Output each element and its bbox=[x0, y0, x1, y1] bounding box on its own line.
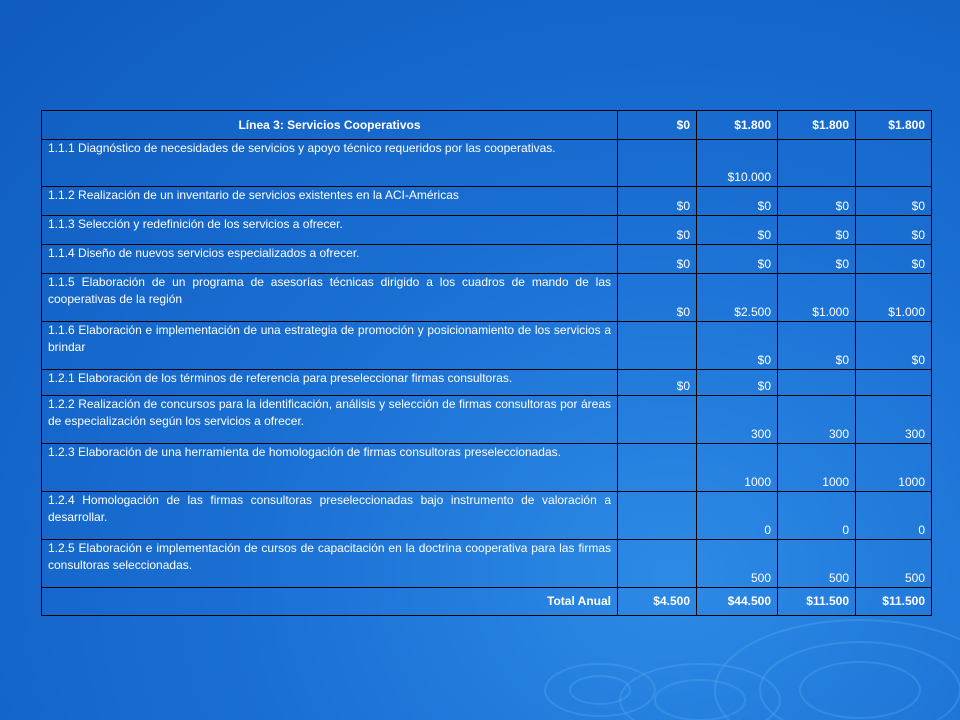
activity-description: 1.2.5 Elaboración e implementación de cursos de capacitación en la doctrina cooperativa para las firmas consultoras seleccionadas. bbox=[42, 540, 618, 588]
table-header-row bbox=[42, 111, 932, 140]
activity-value: 1000 bbox=[856, 444, 932, 492]
activity-value: $10.000 bbox=[697, 140, 778, 187]
activity-value: 500 bbox=[697, 540, 778, 588]
activity-value bbox=[618, 492, 697, 540]
activity-value: $0 bbox=[618, 274, 697, 322]
activity-value: 500 bbox=[778, 540, 856, 588]
activity-value: $1.000 bbox=[856, 274, 932, 322]
activity-value: $0 bbox=[697, 216, 778, 245]
activity-value: $0 bbox=[618, 187, 697, 216]
header-value: $1.800 bbox=[778, 111, 856, 140]
header-value: $0 bbox=[618, 111, 697, 140]
activity-description: 1.1.1 Diagnóstico de necesidades de servicios y apoyo técnico requeridos por las cooperativas. bbox=[42, 140, 618, 187]
activity-value: $0 bbox=[778, 322, 856, 370]
header-value: $1.800 bbox=[697, 111, 778, 140]
activity-value: $0 bbox=[697, 187, 778, 216]
line-title: Línea 3: Servicios Cooperativos bbox=[42, 111, 618, 140]
activity-value: 0 bbox=[778, 492, 856, 540]
budget-table bbox=[41, 110, 932, 616]
activity-value: $0 bbox=[856, 322, 932, 370]
activity-value: $0 bbox=[618, 370, 697, 396]
activity-value bbox=[618, 396, 697, 444]
activity-value: 0 bbox=[856, 492, 932, 540]
activity-value: $0 bbox=[856, 187, 932, 216]
activity-value: 300 bbox=[856, 396, 932, 444]
activity-description: 1.1.5 Elaboración de un programa de asesorías técnicas dirigido a los cuadros de mando de las cooperativas de la región bbox=[42, 274, 618, 322]
table-row bbox=[42, 396, 932, 444]
table-row bbox=[42, 216, 932, 245]
table-row bbox=[42, 274, 932, 322]
activity-value: 1000 bbox=[778, 444, 856, 492]
table-row bbox=[42, 245, 932, 274]
table-row bbox=[42, 540, 932, 588]
activity-description: 1.1.3 Selección y redefinición de los servicios a ofrecer. bbox=[42, 216, 618, 245]
total-value: $4.500 bbox=[618, 588, 697, 616]
activity-value bbox=[618, 140, 697, 187]
activity-value: 1000 bbox=[697, 444, 778, 492]
activity-description: 1.1.4 Diseño de nuevos servicios especializados a ofrecer. bbox=[42, 245, 618, 274]
activity-value: $2.500 bbox=[697, 274, 778, 322]
activity-value bbox=[618, 444, 697, 492]
activity-value: $0 bbox=[697, 370, 778, 396]
header-value: $1.800 bbox=[856, 111, 932, 140]
activity-description: 1.2.4 Homologación de las firmas consultoras preseleccionadas bajo instrumento de valoración a desarrollar. bbox=[42, 492, 618, 540]
activity-value: 0 bbox=[697, 492, 778, 540]
activity-value: $0 bbox=[778, 216, 856, 245]
total-value: $44.500 bbox=[697, 588, 778, 616]
activity-description: 1.2.1 Elaboración de los términos de referencia para preseleccionar firmas consultoras. bbox=[42, 370, 618, 396]
activity-value bbox=[778, 370, 856, 396]
activity-value: $1.000 bbox=[778, 274, 856, 322]
activity-value: $0 bbox=[778, 187, 856, 216]
activity-value: $0 bbox=[697, 245, 778, 274]
table-row bbox=[42, 322, 932, 370]
table-row bbox=[42, 370, 932, 396]
activity-value: $0 bbox=[856, 245, 932, 274]
activity-value: $0 bbox=[778, 245, 856, 274]
activity-value bbox=[778, 140, 856, 187]
activity-value: $0 bbox=[618, 245, 697, 274]
activity-value bbox=[856, 140, 932, 187]
activity-value: 300 bbox=[778, 396, 856, 444]
activity-value: $0 bbox=[697, 322, 778, 370]
activity-value bbox=[618, 322, 697, 370]
total-label: Total Anual bbox=[42, 588, 618, 616]
table-row bbox=[42, 140, 932, 187]
activity-value: $0 bbox=[618, 216, 697, 245]
activity-value bbox=[856, 370, 932, 396]
total-value: $11.500 bbox=[856, 588, 932, 616]
table-row bbox=[42, 492, 932, 540]
table-row bbox=[42, 187, 932, 216]
activity-value bbox=[618, 540, 697, 588]
activity-description: 1.2.2 Realización de concursos para la identificación, análisis y selección de firmas consultoras por áreas de especialización según los servicios a ofrecer. bbox=[42, 396, 618, 444]
activity-description: 1.2.3 Elaboración de una herramienta de homologación de firmas consultoras preseleccionadas. bbox=[42, 444, 618, 492]
table-row bbox=[42, 444, 932, 492]
activity-value: 300 bbox=[697, 396, 778, 444]
activity-value: 500 bbox=[856, 540, 932, 588]
activity-description: 1.1.2 Realización de un inventario de servicios existentes en la ACI-Américas bbox=[42, 187, 618, 216]
total-value: $11.500 bbox=[778, 588, 856, 616]
total-row bbox=[42, 588, 932, 616]
activity-description: 1.1.6 Elaboración e implementación de una estrategia de promoción y posicionamiento de los servicios a brindar bbox=[42, 322, 618, 370]
activity-value: $0 bbox=[856, 216, 932, 245]
